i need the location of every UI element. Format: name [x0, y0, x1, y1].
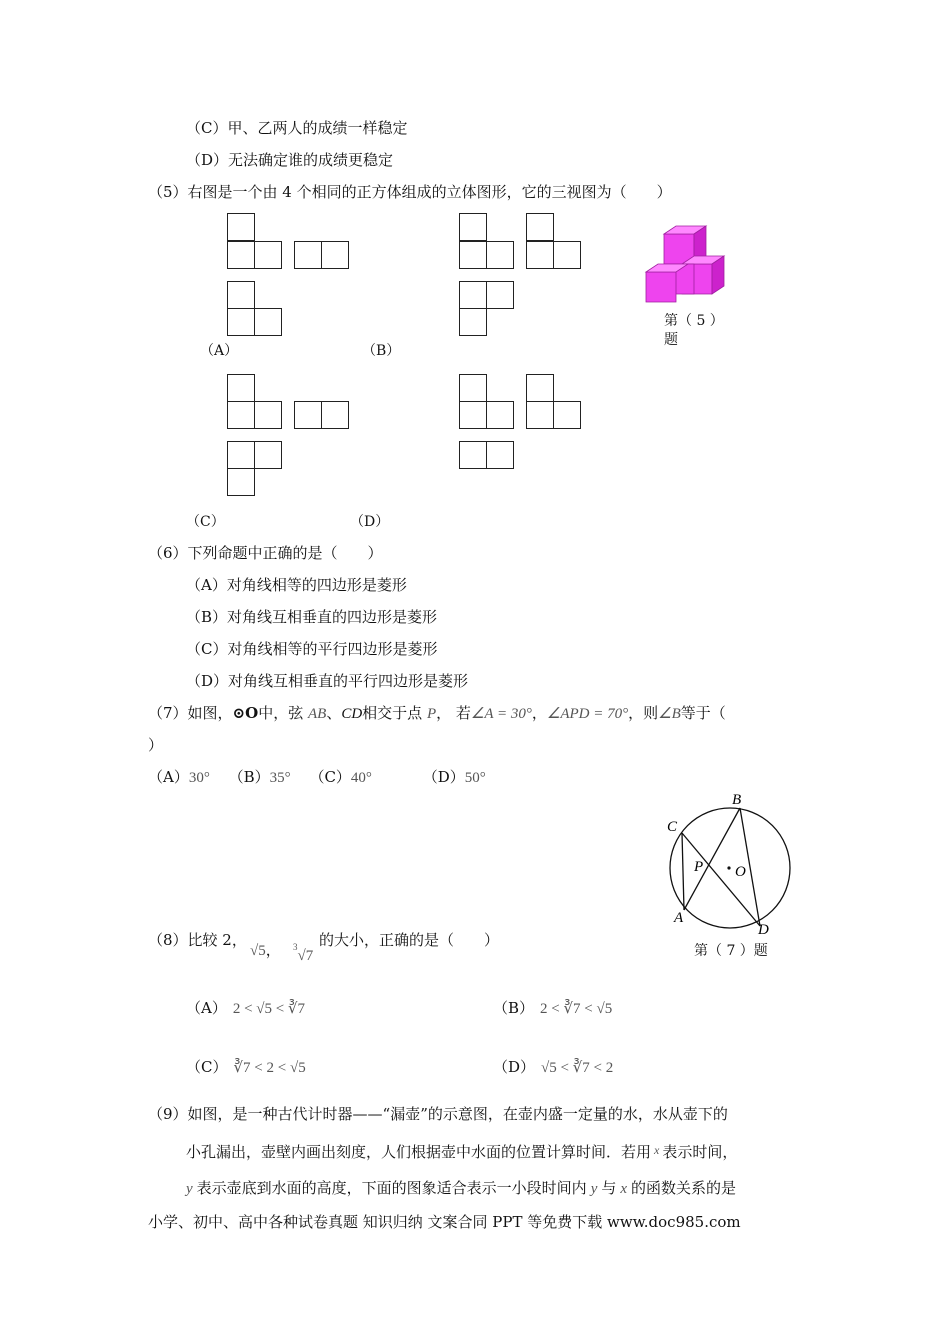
fig-label-p: P	[694, 859, 704, 875]
q6-option-a: （A）对角线相等的四边形是菱形	[186, 576, 407, 594]
circle-chords-figure	[660, 788, 800, 938]
q5-label-c: （C）	[186, 514, 225, 530]
q8-cbrt7: $^3$√7	[293, 942, 314, 964]
q6-option-b: （B）对角线互相垂直的四边形是菱形	[186, 608, 438, 626]
q8-sqrt5: √5，	[250, 943, 281, 959]
q5-figure-caption-2: 题	[664, 332, 678, 348]
q6-option-c: （C）对角线相等的平行四边形是菱形	[186, 640, 438, 658]
q5-label-b: （B）	[362, 343, 401, 359]
fig-label-b: B	[732, 792, 742, 808]
q7-options: （A）30° （B）35° （C）40° （D）50°	[148, 768, 486, 786]
q7-stem-close: ）	[148, 736, 164, 754]
q5-label-a: （A）	[200, 343, 239, 359]
q9-line-2: 小孔漏出，壶壁内画出刻度，人们根据壶中水面的位置计算时间．若用 $^x$ 表示时间，	[186, 1143, 738, 1161]
fig-label-a: A	[674, 910, 684, 926]
q6-option-d: （D）对角线互相垂直的平行四边形是菱形	[186, 672, 469, 690]
fig-label-o: O	[735, 864, 746, 880]
q5-figure-caption-1: 第（ 5 ）	[664, 313, 724, 329]
q4-option-c: （C）甲、乙两人的成绩一样稳定	[186, 119, 408, 137]
q6-stem: （6）下列命题中正确的是（ ）	[148, 544, 383, 562]
q8-stem-2: 的大小，正确的是（ ）	[319, 931, 500, 949]
cube-solid-figure	[640, 222, 736, 306]
q5-stem: （5）右图是一个由 4 个相同的正方体组成的立体图形，它的三视图为（ ）	[148, 183, 672, 201]
q9-line-3: y 表示壶底到水面的高度，下面的图象适合表示一小段时间内 y 与 x 的函数关系的是	[186, 1179, 737, 1197]
fig-label-d: D	[758, 922, 769, 938]
q8-option-c: （C） ∛7 < 2 < √5	[186, 1058, 306, 1076]
page-footer: 小学、初中、高中各种试卷真题 知识归纳 文案合同 PPT 等免费下载 www.doc985.com	[148, 1213, 741, 1231]
q7-figure-caption: 第（ 7 ）题	[694, 943, 768, 959]
q7-stem: （7）如图，⊙O中，弦 AB、CD相交于点 P， 若∠A = 30°，∠APD = 70°，则∠B等于（	[148, 704, 726, 722]
q9-line-1: （9）如图，是一种古代计时器——“漏壶”的示意图，在壶内盛一定量的水，水从壶下的	[148, 1105, 728, 1123]
q8-option-d: （D） √5 < ∛7 < 2	[493, 1058, 614, 1076]
q8-stem-1: （8）比较 2，	[148, 931, 247, 949]
q8-option-a: （A） 2 < √5 < ∛7	[186, 999, 306, 1017]
fig-label-c: C	[667, 819, 678, 835]
q5-label-d: （D）	[350, 514, 390, 530]
q4-option-d: （D）无法确定谁的成绩更稳定	[186, 151, 394, 169]
q8-option-b: （B） 2 < ∛7 < √5	[493, 999, 613, 1017]
